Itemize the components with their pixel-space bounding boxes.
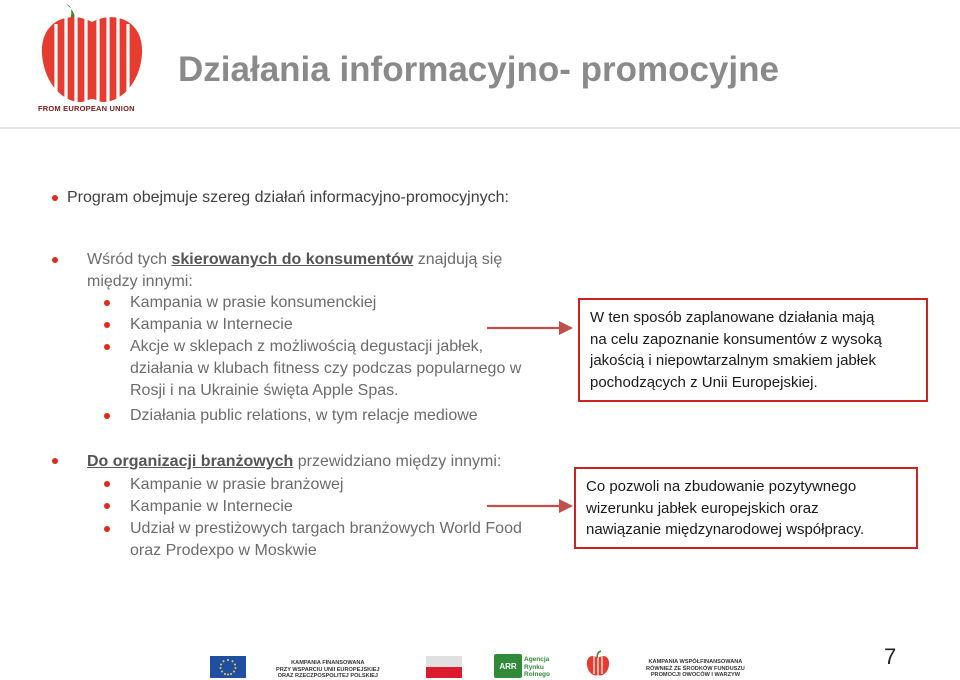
arr-line: Rolnego [524, 671, 550, 678]
page-title: Działania informacyjno- promocyjne [178, 50, 779, 89]
divider [0, 127, 960, 129]
list-item-continuation: Rosji i na Ukrainie święta Apple Spas. [130, 382, 399, 399]
arrow-right-icon [485, 318, 575, 338]
summary-box-industry [574, 467, 918, 549]
logo-caption: FROM EUROPEAN UNION [38, 104, 135, 113]
section1-lead-suffix: znajdują się [413, 251, 503, 268]
eu-flag-icon [210, 656, 246, 678]
section1-lead-line2: między innymi: [87, 273, 193, 290]
funding-line: PRZY WSPARCIU UNII EUROPEJSKIEJ [276, 666, 380, 673]
list-item: Kampania w Internecie [130, 316, 293, 333]
bullet-dot [52, 257, 58, 263]
section2-lead-suffix: przewidziano między innymi: [293, 453, 502, 470]
arr-logo-text: ARR [499, 662, 517, 671]
funding-text-left [276, 660, 380, 680]
arr-line: Agencja [524, 656, 550, 663]
bullet-dot [104, 300, 110, 306]
box-line: wizerunku jabłek europejskich oraz [586, 499, 819, 517]
bullet-dot [52, 458, 58, 464]
list-item: Kampania w prasie konsumenckiej [130, 294, 377, 311]
apple-logo-icon [30, 2, 150, 112]
funding-line: KAMPANIA FINANSOWANA [291, 660, 365, 666]
funding-line: KAMPANIA WSPÓŁFINANSOWANA [648, 659, 743, 665]
arr-line: Rynku [524, 663, 544, 671]
section1-lead-prefix: Wśród tych [87, 251, 172, 268]
intro-text: Program obejmuje szereg działań informacyjno-promocyjnych: [67, 189, 509, 206]
box-line: jakością i niepowtarzalnym smakiem jabłek [590, 352, 876, 369]
box-line: W ten sposób zaplanowane działania mają [590, 309, 875, 326]
section2-lead [87, 451, 501, 473]
list-item-continuation: oraz Prodexpo w Moskwie [130, 542, 317, 559]
box-line: Co pozwoli na zbudowanie pozytywnego [586, 478, 857, 495]
list-item-continuation: działania w klubach fitness czy podczas popularnego w [130, 360, 522, 377]
bullet-dot [104, 344, 110, 350]
section1-lead [87, 249, 502, 271]
summary-box-consumers [578, 298, 928, 402]
section2-lead-emph: Do organizacji branżowych [87, 453, 294, 470]
page-number: 7 [884, 644, 897, 669]
bullet-dot [104, 526, 110, 532]
poland-flag-icon [426, 656, 462, 678]
arr-logo-icon [494, 654, 522, 678]
funding-line: ORAZ RZECZPOSPOLITEJ POLSKIEJ [277, 673, 378, 680]
list-item: Działania public relations, w tym relacje mediowe [130, 407, 478, 424]
apple-small-icon [585, 650, 611, 678]
list-item: Kampanie w prasie branżowej [130, 476, 344, 493]
section1-lead-emph: skierowanych do konsumentów [171, 251, 414, 268]
list-item: Udział w prestiżowych targach branżowych World Food [130, 520, 522, 537]
list-item: Kampanie w Internecie [130, 498, 293, 515]
apple-logo [30, 2, 150, 118]
list-item: Akcje w sklepach z możliwością degustacji jabłek, [130, 338, 484, 355]
arr-text [524, 656, 550, 679]
bullet-dot [104, 481, 110, 487]
box-line: nawiązanie międzynarodowej współpracy. [586, 521, 865, 538]
bullet-dot [104, 413, 110, 419]
bullet-dot [104, 322, 110, 328]
arrow-right-icon [485, 496, 575, 516]
box-line: pochodzących z Unii Europejskiej. [590, 373, 818, 391]
footer [0, 640, 960, 680]
funding-line: PROMOCJI OWOCÓW I WARZYW [650, 672, 740, 679]
box-line: na celu zapoznanie konsumentów z wysoką [590, 330, 882, 348]
bullet-dot [104, 503, 110, 509]
funding-line: RÓWNIEŻ ZE ŚRODKÓW FUNDUSZU [646, 665, 745, 672]
funding-text-right [646, 659, 745, 679]
bullet-dot [52, 195, 58, 201]
